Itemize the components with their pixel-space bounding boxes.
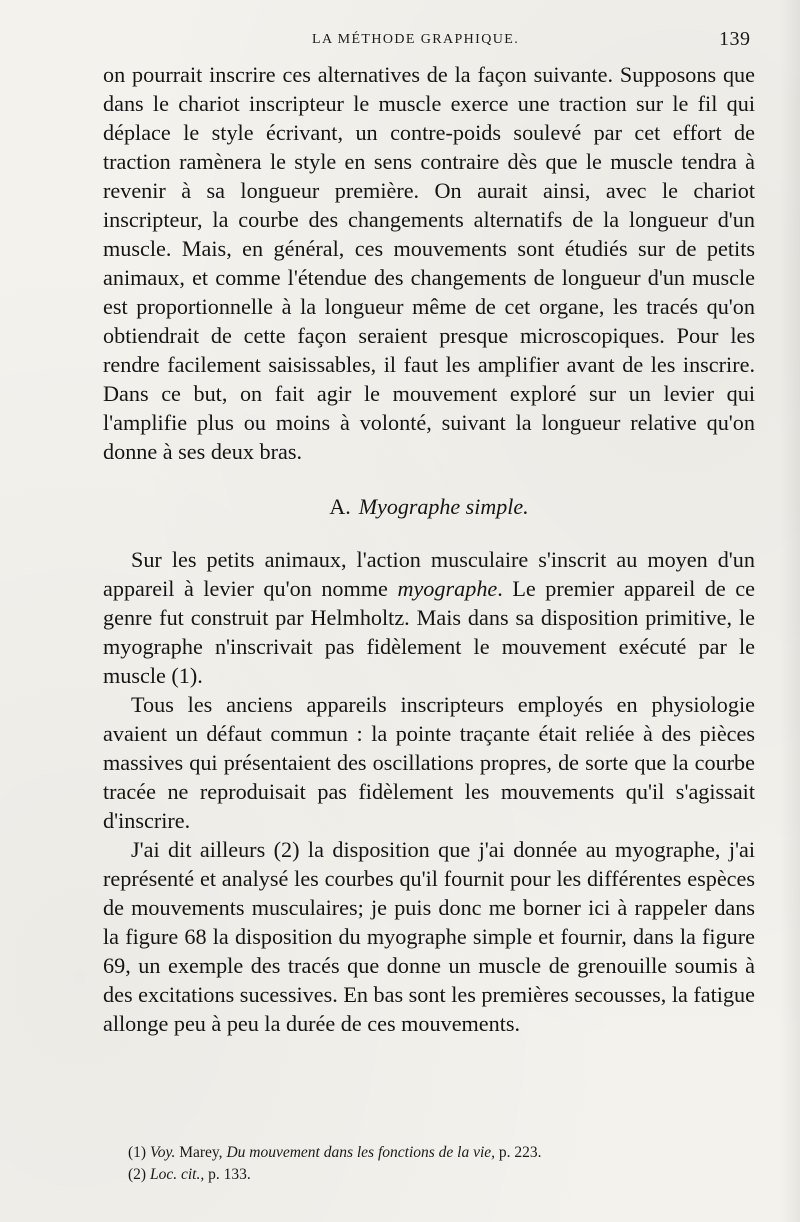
paragraph-text: . Le premier appareil de ce genre fut construit par Helmholtz. Mais dans sa disposition primitive, le myographe n'inscrivait pas fidèlement le mouvement exécuté par le muscle (1). [103,576,755,688]
footnote-reference: Loc. cit., [149,1166,205,1183]
section-heading [103,492,755,521]
footnote-2 [128,1164,748,1186]
footnote-page: p. 133. [208,1166,251,1183]
footnote-marker: (2) [128,1166,147,1183]
term-myographe: myographe [397,576,498,601]
section-title: Myographe simple. [358,494,529,519]
footnotes [128,1142,748,1186]
body-text [103,60,755,1038]
paragraph-text: Sur les petits animaux, l'action musculaire s'inscrit au moyen d'un appareil à levier qu'on nomme [103,547,755,601]
paragraph-continuation: on pourrait inscrire ces alternatives de la façon suivante. Supposons que dans le chariot inscripteur le muscle exerce une traction sur le fil qui déplace le style écrivant, un contre-poids soulevé par cet effort de traction ramènera le style en sens contraire dès que le muscle tendra à revenir à sa longueur première. On aurait ainsi, avec le chariot inscripteur, la courbe des changements alternatifs de la longueur d'un muscle. Mais, en général, ces mouvements sont étudiés sur de petits animaux, et comme l'étendue des changements de longueur d'un muscle est proportionnelle à la longueur même de cet organe, les tracés qu'on obtiendrait de cette façon seraient presque microscopiques. Pour les rendre facilement saisissables, il faut les amplifier avant de les inscrire. Dans ce but, on fait agir le mouvement exploré sur un levier qui l'amplifie plus ou moins à volonté, suivant la longueur relative qu'on donne à ses deux bras. [103,62,755,464]
paragraph-disposition: J'ai dit ailleurs (2) la disposition que j'ai donnée au myographe, j'ai représenté et analysé les courbes qu'il fournit pour les différentes espèces de mouvements musculaires; je puis donc me borner ici à rappeler dans la figure 68 la disposition du myographe simple et fournir, dans la figure 69, un exemple des tracés que donne un muscle de grenouille soumis à des excitations sucessives. En bas sont les premières secousses, la fatigue allonge peu à peu la durée de ces mouvements. [103,837,755,1036]
page-edge-shadow [780,0,800,1222]
footnote-1 [128,1142,748,1164]
section-label: A. [329,494,351,519]
paragraph-myographe-intro [103,545,755,690]
paragraph-anciens-appareils: Tous les anciens appareils inscripteurs employés en physiologie avaient un défaut commun : la pointe traçante était reliée à des pièces massives qui présentaient des oscillations propres, de sorte que la courbe tracée ne reproduisait pas fidèlement les mouvements qu'il s'agissait d'inscrire. [103,692,755,833]
footnote-author: Marey, [179,1144,223,1161]
page-number: 139 [719,28,751,50]
footnote-page: p. 223. [498,1144,542,1161]
footnote-prefix: Voy. [149,1144,176,1161]
footnote-work-title: Du mouvement dans les fonctions de la vie, [226,1144,496,1161]
running-title: LA MÉTHODE GRAPHIQUE. [312,32,520,47]
footnote-marker: (1) [128,1144,147,1161]
running-head [0,28,800,52]
